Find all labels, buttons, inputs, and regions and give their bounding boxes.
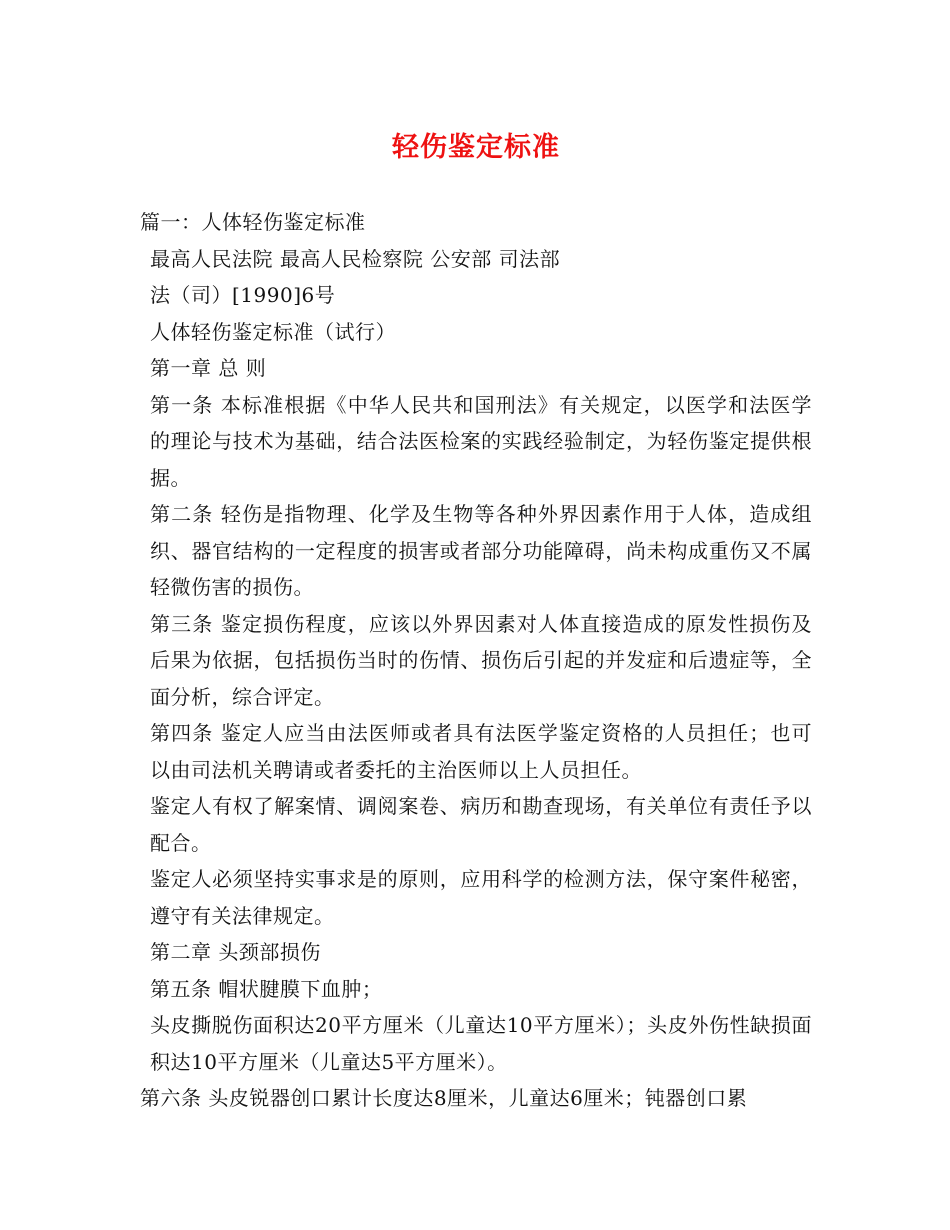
- paragraph: 第四条 鉴定人应当由法医师或者具有法医学鉴定资格的人员担任；也可以由司法机关聘请或者委托的主治医师以上人员担任。: [150, 721, 812, 782]
- paragraph: 篇一：人体轻伤鉴定标准: [140, 210, 366, 234]
- paragraph: 鉴定人必须坚持实事求是的原则，应用科学的检测方法，保守案件秘密，遵守有关法律规定。: [150, 867, 812, 928]
- paragraph: 鉴定人有权了解案情、调阅案卷、病历和勘查现场，有关单位有责任予以配合。: [150, 794, 812, 855]
- paragraph: 头皮撕脱伤面积达20平方厘米（儿童达10平方厘米）；头皮外伤性缺损面积达10平方厘米（儿童达5平方厘米）。: [150, 1013, 812, 1074]
- paragraph: 第一章 总 则: [150, 356, 267, 380]
- paragraph: 法（司）[1990]6号: [150, 283, 336, 307]
- document-page: [140, 128, 812, 1117]
- paragraph: 最高人民法院 最高人民检察院 公安部 司法部: [150, 246, 561, 271]
- document-title: 轻伤鉴定标准: [392, 132, 560, 163]
- paragraph: 第五条 帽状腱膜下血肿；: [150, 976, 383, 1001]
- paragraph: 第二章 头颈部损伤: [150, 940, 321, 964]
- paragraph: 第二条 轻伤是指物理、化学及生物等各种外界因素作用于人体，造成组织、器官结构的一定程度的损害或者部分功能障碍，尚未构成重伤又不属轻微伤害的损伤。: [150, 502, 812, 599]
- paragraph: 人体轻伤鉴定标准（试行）: [150, 319, 396, 344]
- document-body: [140, 204, 812, 1117]
- paragraph: 第三条 鉴定损伤程度，应该以外界因素对人体直接造成的原发性损伤及后果为依据，包括损伤当时的伤情、损伤后引起的并发症和后遗症等，全面分析，综合评定。: [150, 611, 812, 709]
- paragraph: 第六条 头皮锐器创口累计长度达8厘米，儿童达6厘米；钝器创口累: [140, 1086, 748, 1110]
- paragraph: 第一条 本标准根据《中华人民共和国刑法》有关规定，以医学和法医学的理论与技术为基础，结合法医检案的实践经验制定，为轻伤鉴定提供根据。: [150, 392, 812, 490]
